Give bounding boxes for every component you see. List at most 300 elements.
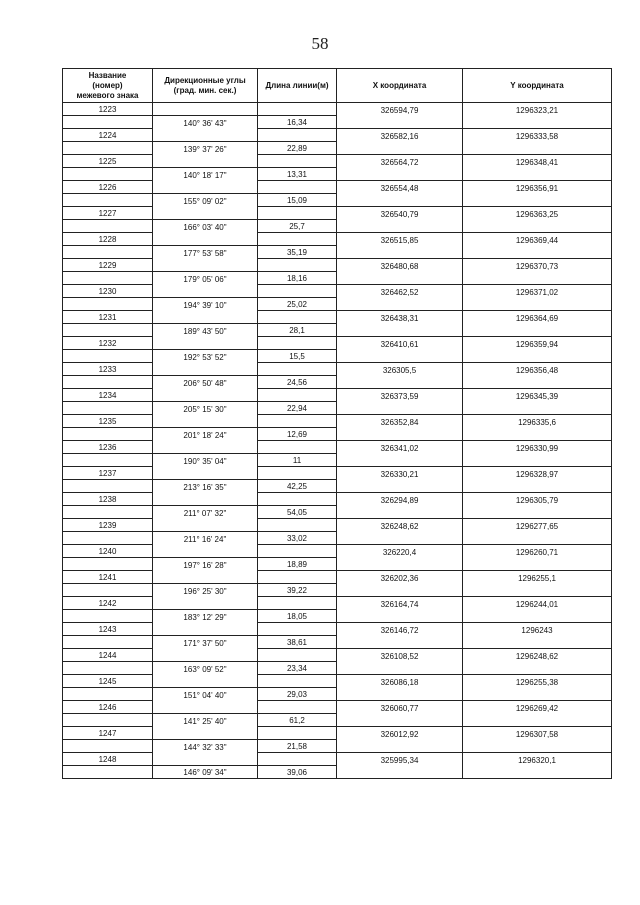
point-name-cell: 1239 (63, 519, 153, 532)
length-cell (258, 311, 337, 324)
table-row (63, 441, 612, 454)
x-coordinate-cell (337, 350, 463, 363)
x-coordinate-cell (337, 480, 463, 493)
angle-cell (153, 181, 258, 194)
table-row (63, 649, 612, 662)
angle-cell (153, 649, 258, 662)
angle-cell (153, 727, 258, 740)
angle-cell: 146° 09' 34" (153, 766, 258, 779)
angle-cell (153, 467, 258, 480)
length-cell (258, 103, 337, 116)
x-coordinate-cell: 326164,74 (337, 597, 463, 610)
length-cell: 54,05 (258, 506, 337, 519)
table-row (63, 376, 612, 389)
angle-cell (153, 103, 258, 116)
y-coordinate-cell (463, 116, 612, 129)
point-name-cell: 1229 (63, 259, 153, 272)
length-cell (258, 259, 337, 272)
angle-cell (153, 207, 258, 220)
x-coordinate-cell: 326410,61 (337, 337, 463, 350)
length-cell: 18,16 (258, 272, 337, 285)
point-name-cell: 1246 (63, 701, 153, 714)
x-coordinate-cell: 326594,79 (337, 103, 463, 116)
length-cell (258, 363, 337, 376)
y-coordinate-cell (463, 714, 612, 727)
angle-cell: 179° 05' 06" (153, 272, 258, 285)
table-body (63, 103, 612, 779)
angle-cell (153, 415, 258, 428)
header-x: X координата (337, 69, 463, 103)
point-name-cell: 1235 (63, 415, 153, 428)
page-number: 58 (311, 34, 329, 53)
y-coordinate-cell (463, 194, 612, 207)
length-cell (258, 155, 337, 168)
y-coordinate-cell (463, 350, 612, 363)
x-coordinate-cell (337, 376, 463, 389)
table-row (63, 545, 612, 558)
angle-cell (153, 129, 258, 142)
x-coordinate-cell (337, 532, 463, 545)
table-row (63, 220, 612, 233)
table-row (63, 350, 612, 363)
point-name-cell: 1236 (63, 441, 153, 454)
length-cell: 61,2 (258, 714, 337, 727)
angle-cell: 166° 03' 40" (153, 220, 258, 233)
x-coordinate-cell: 326341,02 (337, 441, 463, 454)
length-cell (258, 649, 337, 662)
x-coordinate-cell (337, 610, 463, 623)
length-cell (258, 233, 337, 246)
table-row (63, 597, 612, 610)
header-angle: Дирекционные углы (град. мин. сек.) (153, 69, 258, 103)
point-name-cell (63, 610, 153, 623)
table-row (63, 688, 612, 701)
x-coordinate-cell: 326582,16 (337, 129, 463, 142)
y-coordinate-cell (463, 662, 612, 675)
y-coordinate-cell (463, 168, 612, 181)
table-row (63, 480, 612, 493)
length-cell (258, 207, 337, 220)
length-cell (258, 285, 337, 298)
angle-cell: 140° 18' 17" (153, 168, 258, 181)
length-cell: 33,02 (258, 532, 337, 545)
angle-cell (153, 675, 258, 688)
table-row (63, 610, 612, 623)
table-row (63, 311, 612, 324)
y-coordinate-cell: 1296305,79 (463, 493, 612, 506)
x-coordinate-cell: 326202,36 (337, 571, 463, 584)
point-name-cell: 1241 (63, 571, 153, 584)
table-row (63, 363, 612, 376)
x-coordinate-cell (337, 116, 463, 129)
y-coordinate-cell: 1296333,58 (463, 129, 612, 142)
length-cell (258, 415, 337, 428)
point-name-cell (63, 558, 153, 571)
x-coordinate-cell (337, 454, 463, 467)
table-row (63, 207, 612, 220)
y-coordinate-cell: 1296330,99 (463, 441, 612, 454)
point-name-cell: 1228 (63, 233, 153, 246)
point-name-cell (63, 480, 153, 493)
point-name-cell: 1240 (63, 545, 153, 558)
angle-cell (153, 285, 258, 298)
table-row (63, 766, 612, 779)
table-row (63, 298, 612, 311)
y-coordinate-cell: 1296323,21 (463, 103, 612, 116)
table-row (63, 259, 612, 272)
y-coordinate-cell: 1296364,69 (463, 311, 612, 324)
table-row (63, 675, 612, 688)
x-coordinate-cell (337, 402, 463, 415)
table-row (63, 194, 612, 207)
point-name-cell (63, 116, 153, 129)
length-cell (258, 545, 337, 558)
x-coordinate-cell: 325995,34 (337, 753, 463, 766)
table-row (63, 246, 612, 259)
table-row (63, 155, 612, 168)
angle-cell (153, 389, 258, 402)
length-cell: 11 (258, 454, 337, 467)
y-coordinate-cell (463, 272, 612, 285)
length-cell: 21,58 (258, 740, 337, 753)
point-name-cell: 1248 (63, 753, 153, 766)
point-name-cell: 1224 (63, 129, 153, 142)
point-name-cell: 1242 (63, 597, 153, 610)
point-name-cell: 1245 (63, 675, 153, 688)
table-row (63, 454, 612, 467)
point-name-cell: 1232 (63, 337, 153, 350)
y-coordinate-cell: 1296335,6 (463, 415, 612, 428)
x-coordinate-cell: 326515,85 (337, 233, 463, 246)
length-cell (258, 467, 337, 480)
point-name-cell (63, 168, 153, 181)
point-name-cell (63, 714, 153, 727)
point-name-cell (63, 532, 153, 545)
point-name-cell: 1231 (63, 311, 153, 324)
table-row (63, 337, 612, 350)
x-coordinate-cell (337, 298, 463, 311)
x-coordinate-cell (337, 662, 463, 675)
angle-cell: 197° 16' 28" (153, 558, 258, 571)
x-coordinate-cell: 326086,18 (337, 675, 463, 688)
y-coordinate-cell: 1296345,39 (463, 389, 612, 402)
point-name-cell (63, 142, 153, 155)
table-row (63, 142, 612, 155)
angle-cell: 140° 36' 43" (153, 116, 258, 129)
y-coordinate-cell: 1296269,42 (463, 701, 612, 714)
x-coordinate-cell: 326438,31 (337, 311, 463, 324)
length-cell (258, 519, 337, 532)
point-name-cell: 1237 (63, 467, 153, 480)
y-coordinate-cell: 1296277,65 (463, 519, 612, 532)
angle-cell (153, 259, 258, 272)
y-coordinate-cell (463, 454, 612, 467)
y-coordinate-cell: 1296363,25 (463, 207, 612, 220)
table-row (63, 415, 612, 428)
angle-cell: 151° 04' 40" (153, 688, 258, 701)
length-cell: 22,94 (258, 402, 337, 415)
length-cell (258, 493, 337, 506)
x-coordinate-cell (337, 246, 463, 259)
y-coordinate-cell: 1296307,58 (463, 727, 612, 740)
length-cell: 42,25 (258, 480, 337, 493)
angle-cell: 141° 25' 40" (153, 714, 258, 727)
length-cell: 13,31 (258, 168, 337, 181)
point-name-cell (63, 272, 153, 285)
x-coordinate-cell: 326330,21 (337, 467, 463, 480)
length-cell: 28,1 (258, 324, 337, 337)
y-coordinate-cell (463, 428, 612, 441)
length-cell: 35,19 (258, 246, 337, 259)
table-row (63, 233, 612, 246)
length-cell: 23,34 (258, 662, 337, 675)
length-cell: 18,89 (258, 558, 337, 571)
y-coordinate-cell (463, 246, 612, 259)
angle-cell (153, 753, 258, 766)
angle-cell (153, 623, 258, 636)
y-coordinate-cell: 1296356,48 (463, 363, 612, 376)
table-row (63, 467, 612, 480)
y-coordinate-cell (463, 558, 612, 571)
angle-cell: 211° 07' 32" (153, 506, 258, 519)
point-name-cell (63, 324, 153, 337)
angle-cell (153, 311, 258, 324)
table-row (63, 506, 612, 519)
point-name-cell (63, 194, 153, 207)
x-coordinate-cell (337, 558, 463, 571)
length-cell (258, 597, 337, 610)
point-name-cell: 1243 (63, 623, 153, 636)
x-coordinate-cell (337, 428, 463, 441)
length-cell: 29,03 (258, 688, 337, 701)
y-coordinate-cell (463, 506, 612, 519)
header-name: Название (номер) межевого знака (63, 69, 153, 103)
angle-cell (153, 233, 258, 246)
table-row (63, 753, 612, 766)
table-row (63, 272, 612, 285)
point-name-cell: 1227 (63, 207, 153, 220)
angle-cell (153, 363, 258, 376)
point-name-cell (63, 454, 153, 467)
length-cell: 39,06 (258, 766, 337, 779)
y-coordinate-cell: 1296255,38 (463, 675, 612, 688)
point-name-cell (63, 766, 153, 779)
y-coordinate-cell: 1296243 (463, 623, 612, 636)
length-cell (258, 129, 337, 142)
table-row (63, 402, 612, 415)
angle-cell (153, 337, 258, 350)
table-row (63, 727, 612, 740)
length-cell: 12,69 (258, 428, 337, 441)
angle-cell (153, 701, 258, 714)
y-coordinate-cell (463, 142, 612, 155)
table-row (63, 623, 612, 636)
y-coordinate-cell: 1296244,01 (463, 597, 612, 610)
length-cell: 25,7 (258, 220, 337, 233)
x-coordinate-cell (337, 714, 463, 727)
point-name-cell (63, 662, 153, 675)
x-coordinate-cell (337, 766, 463, 779)
y-coordinate-cell: 1296328,97 (463, 467, 612, 480)
table-row (63, 285, 612, 298)
length-cell: 39,22 (258, 584, 337, 597)
y-coordinate-cell: 1296320,1 (463, 753, 612, 766)
angle-cell: 139° 37' 26" (153, 142, 258, 155)
table-row (63, 181, 612, 194)
point-name-cell: 1226 (63, 181, 153, 194)
length-cell (258, 623, 337, 636)
point-name-cell: 1223 (63, 103, 153, 116)
x-coordinate-cell: 326012,92 (337, 727, 463, 740)
x-coordinate-cell (337, 740, 463, 753)
point-name-cell (63, 376, 153, 389)
point-name-cell (63, 350, 153, 363)
point-name-cell (63, 298, 153, 311)
angle-cell: 183° 12' 29" (153, 610, 258, 623)
x-coordinate-cell: 326108,52 (337, 649, 463, 662)
angle-cell: 192° 53' 52" (153, 350, 258, 363)
table-row (63, 701, 612, 714)
point-name-cell (63, 428, 153, 441)
table-row (63, 571, 612, 584)
angle-cell: 213° 16' 35" (153, 480, 258, 493)
y-coordinate-cell (463, 298, 612, 311)
table-row (63, 636, 612, 649)
y-coordinate-cell (463, 636, 612, 649)
length-cell (258, 389, 337, 402)
y-coordinate-cell (463, 402, 612, 415)
header-length: Длина линии(м) (258, 69, 337, 103)
table-row (63, 558, 612, 571)
y-coordinate-cell (463, 220, 612, 233)
y-coordinate-cell (463, 740, 612, 753)
y-coordinate-cell: 1296356,91 (463, 181, 612, 194)
angle-cell: 211° 16' 24" (153, 532, 258, 545)
table-row (63, 116, 612, 129)
header-y: Y координата (463, 69, 612, 103)
angle-cell: 205° 15' 30" (153, 402, 258, 415)
point-name-cell (63, 506, 153, 519)
angle-cell: 171° 37' 50" (153, 636, 258, 649)
x-coordinate-cell (337, 194, 463, 207)
x-coordinate-cell (337, 220, 463, 233)
length-cell (258, 181, 337, 194)
table-row (63, 584, 612, 597)
angle-cell: 177° 53' 58" (153, 246, 258, 259)
table-row (63, 428, 612, 441)
y-coordinate-cell (463, 480, 612, 493)
angle-cell (153, 571, 258, 584)
table-row (63, 714, 612, 727)
angle-cell: 206° 50' 48" (153, 376, 258, 389)
angle-cell (153, 441, 258, 454)
angle-cell: 196° 25' 30" (153, 584, 258, 597)
y-coordinate-cell (463, 766, 612, 779)
x-coordinate-cell (337, 636, 463, 649)
y-coordinate-cell (463, 688, 612, 701)
angle-cell: 194° 39' 10" (153, 298, 258, 311)
table-row (63, 662, 612, 675)
y-coordinate-cell: 1296370,73 (463, 259, 612, 272)
point-name-cell: 1225 (63, 155, 153, 168)
x-coordinate-cell: 326294,89 (337, 493, 463, 506)
x-coordinate-cell: 326060,77 (337, 701, 463, 714)
length-cell: 15,5 (258, 350, 337, 363)
table-row (63, 324, 612, 337)
y-coordinate-cell: 1296255,1 (463, 571, 612, 584)
length-cell (258, 675, 337, 688)
y-coordinate-cell (463, 610, 612, 623)
table-header-row (63, 69, 612, 103)
length-cell (258, 727, 337, 740)
y-coordinate-cell: 1296248,62 (463, 649, 612, 662)
x-coordinate-cell: 326305,5 (337, 363, 463, 376)
angle-cell (153, 493, 258, 506)
angle-cell (153, 597, 258, 610)
length-cell: 15,09 (258, 194, 337, 207)
y-coordinate-cell (463, 584, 612, 597)
point-name-cell (63, 584, 153, 597)
point-name-cell: 1230 (63, 285, 153, 298)
length-cell: 22,89 (258, 142, 337, 155)
x-coordinate-cell (337, 324, 463, 337)
table-row (63, 389, 612, 402)
point-name-cell: 1233 (63, 363, 153, 376)
y-coordinate-cell: 1296348,41 (463, 155, 612, 168)
x-coordinate-cell: 326248,62 (337, 519, 463, 532)
angle-cell: 163° 09' 52" (153, 662, 258, 675)
length-cell (258, 337, 337, 350)
angle-cell (153, 519, 258, 532)
table-row (63, 493, 612, 506)
y-coordinate-cell: 1296359,94 (463, 337, 612, 350)
x-coordinate-cell (337, 272, 463, 285)
point-name-cell (63, 246, 153, 259)
y-coordinate-cell (463, 532, 612, 545)
point-name-cell (63, 220, 153, 233)
x-coordinate-cell: 326540,79 (337, 207, 463, 220)
angle-cell: 201° 18' 24" (153, 428, 258, 441)
point-name-cell (63, 688, 153, 701)
x-coordinate-cell: 326480,68 (337, 259, 463, 272)
point-name-cell: 1238 (63, 493, 153, 506)
y-coordinate-cell: 1296260,71 (463, 545, 612, 558)
x-coordinate-cell: 326220,4 (337, 545, 463, 558)
y-coordinate-cell (463, 376, 612, 389)
table-row (63, 519, 612, 532)
angle-cell (153, 155, 258, 168)
length-cell: 25,02 (258, 298, 337, 311)
length-cell: 24,56 (258, 376, 337, 389)
length-cell (258, 571, 337, 584)
y-coordinate-cell: 1296369,44 (463, 233, 612, 246)
x-coordinate-cell (337, 584, 463, 597)
point-name-cell: 1244 (63, 649, 153, 662)
y-coordinate-cell: 1296371,02 (463, 285, 612, 298)
length-cell: 18,05 (258, 610, 337, 623)
table-row (63, 168, 612, 181)
length-cell (258, 753, 337, 766)
x-coordinate-cell: 326352,84 (337, 415, 463, 428)
point-name-cell (63, 636, 153, 649)
point-name-cell: 1247 (63, 727, 153, 740)
angle-cell: 144° 32' 33" (153, 740, 258, 753)
x-coordinate-cell (337, 688, 463, 701)
table-row (63, 532, 612, 545)
point-name-cell: 1234 (63, 389, 153, 402)
table-row (63, 129, 612, 142)
coordinates-table (62, 68, 612, 779)
